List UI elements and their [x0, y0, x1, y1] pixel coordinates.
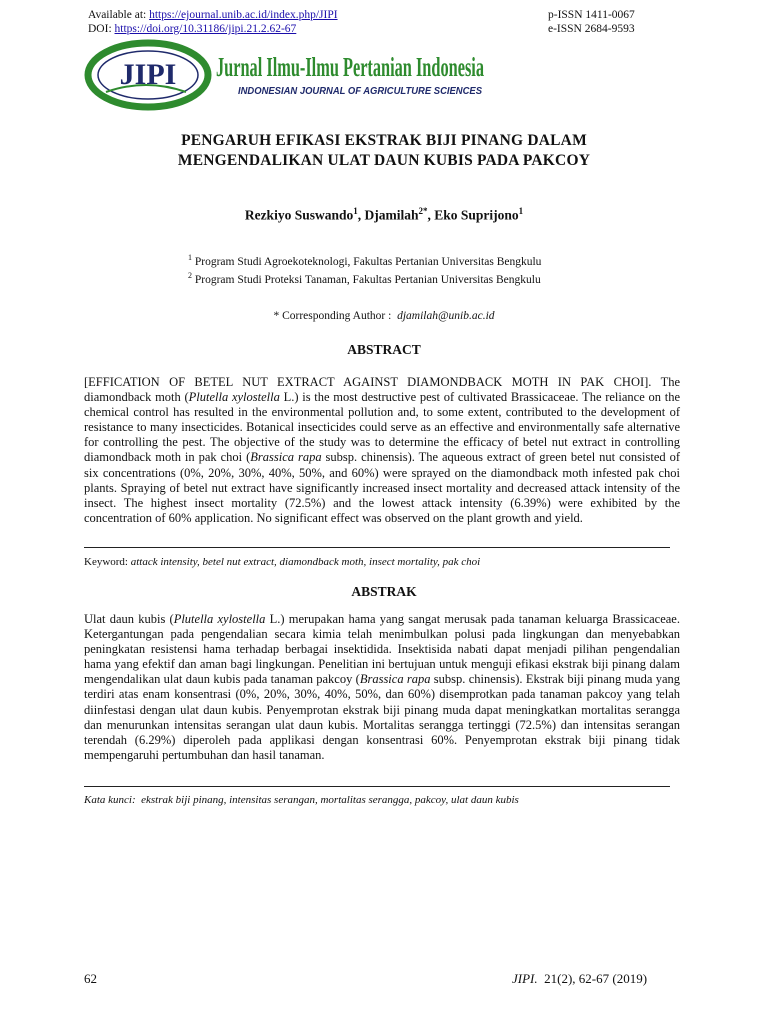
doi-label: DOI: [88, 23, 112, 35]
footer-journal: JIPI. [512, 971, 538, 986]
author-1-sup: 1 [353, 206, 358, 216]
abstract-body [84, 375, 680, 526]
abstract-text-3: subsp. chinensis). The aqueous extract of green betel nut consisted of six concentrations (0%, 20%, 30%, 40%, 50%, and 60%) were sprayed on the diamondback moth infested pak choi plants. Spraying of betel nut extract have significantly increased insect mortality and decreased attack intensity of the insect. The highest insect mortality (72.5%) and the lowest attack intensity (6.39%) were exhibited by the concentration of 60% application. No significant effect was observed on the plant growth and yield. [84, 450, 680, 525]
author-3: Eko Suprijono [434, 207, 519, 223]
affiliations [188, 251, 688, 287]
abstrak-species-1: Plutella xylostella [173, 612, 266, 626]
abstract-heading: ABSTRACT [347, 342, 421, 357]
page-number: 62 [84, 971, 97, 986]
corresponding-author [60, 310, 708, 322]
header-left [88, 8, 338, 36]
abstract-text-1: [EFFICATION OF BETEL NUT EXTRACT AGAINST DIAMONDBACK MOTH IN PAK CHOI]. The diamondback moth ( [84, 375, 680, 405]
title-line-1: PENGARUH EFIKASI EKSTRAK BIJI PINANG DALAM [181, 132, 587, 149]
abstrak-body [84, 612, 680, 763]
abstrak-keywords [84, 794, 684, 806]
logo-abbrev: JIPI [119, 58, 177, 91]
journal-logo [86, 40, 496, 110]
affil-2-sup: 2 [188, 270, 192, 280]
eissn: e-ISSN 2684-9593 [548, 23, 635, 35]
keyword-list: attack intensity, betel nut extract, diamondback moth, insect mortality, pak choi [130, 556, 481, 568]
header-right [548, 8, 635, 36]
abstrak-heading: ABSTRAK [351, 584, 417, 599]
footer-citation [512, 971, 647, 987]
keyword-label: Keyword: [84, 556, 128, 568]
abstrak-text-2: L.) merupakan hama yang sangat merusak pada tanaman keluarga Brassicaceae. Ketergantungan pada pengendalian secara kimia telah menimbulkan polusi pada lingkungan dan menyebabkan peningkatan resistensi hama terhadap berbagai insektidida. Insektisida nabati dapat menjadi pilihan pengendalian hama yang efektif dan aman bagi lingkungan. Penelitian ini bertujuan untuk menguji efikasi ekstrak biji pinang dalam mengendalikan ulat daun kubis pada tanaman pakcoy ( [84, 612, 680, 687]
author-list: Rezkiyo Suswando$^1$, Djamilah$^{2*}$, Eko Suprijono$^1$ [244, 206, 524, 223]
doi-link[interactable]: https://doi.org/10.31186/jipi.21.2.62-67 [114, 23, 297, 35]
jipi-logo-icon [86, 40, 496, 110]
author-3-sup: 1 [518, 206, 524, 216]
logo-subtitle: INDONESIAN JOURNAL OF AGRICULTURE SCIENCES [238, 86, 483, 97]
abstrak-text-3: subsp. chinensis). Ekstrak biji pinang muda yang terdiri atas enam konsentrasi (0%, 20%, 30%, 40%, 50%, dan 60%) disemprotkan pada tanaman pakcoy yang telah diinfestasi dengan ulat daun kubis. Penyemprotan ekstrak biji pinang muda dapat meningkatkan mortalitas serangga dan menurunkan intensitas serangan ulat daun kubis. Mortalitas serangga tertinggi (72.5%) dan intensitas serangan terendah (6.29%) diperoleh pada applikasi dengan konsentrasi 60%. Penyemprotan ekstrak biji pinang tidak mempengaruhi pertumbuhan dan hasil tanaman. [84, 672, 680, 762]
abstrak-species-2: Brassica rapa [359, 672, 431, 687]
affil-1-sup: 1 [188, 253, 192, 262]
abstract-keywords [84, 556, 684, 568]
abstract-divider [84, 547, 670, 548]
abstract-species-1: Plutella xylostella [188, 390, 280, 405]
available-label: Available at: [88, 9, 147, 21]
kata-kunci-list: ekstrak biji pinang, intensitas serangan, mortalitas serangga, pakcoy, ulat daun kubis [141, 794, 519, 806]
abstrak-divider [84, 786, 670, 787]
corresponding-label: * Corresponding Author : [273, 310, 392, 322]
journal-url-link[interactable]: https://ejournal.unib.ac.id/index.php/JIPI [149, 9, 338, 21]
abstrak-text-1: Ulat daun kubis ( [84, 612, 174, 626]
affiliation-1: Program Studi Agroekoteknologi, Fakultas Pertanian Universitas Bengkulu [194, 255, 542, 268]
abstract-text-2: L.) is the most destructive pest of cultivated Brassicaceae. The reliance on the chemical control has resulted in the environmental pollution and, to some extent, contributed to the development of resistance to many insecticides. Botanical insecticides could serve as an effective and environmentally safe alternative for controlling the pest. The objective of the study was to determine the efficacy of betel nut extract in controlling diamondback moth in pak choi ( [84, 390, 680, 465]
article-title [60, 131, 708, 171]
author-2-sup: 2* [418, 206, 428, 216]
title-line-2: MENGENDALIKAN ULAT DAUN KUBIS PADA PAKCOY [177, 152, 591, 169]
author-1: Rezkiyo Suswando [244, 207, 354, 223]
corresponding-email[interactable]: djamilah@unib.ac.id [397, 310, 495, 322]
logo-journal-name: Jurnal Ilmu-Ilmu Pertanian Indonesia [216, 52, 485, 82]
affiliation-2: Program Studi Proteksi Tanaman, Fakultas Pertanian Universitas Bengkulu [194, 273, 541, 286]
kata-kunci-label: Kata kunci: [84, 794, 136, 806]
author-2: Djamilah [364, 207, 419, 223]
pissn: p-ISSN 1411-0067 [548, 9, 635, 21]
footer-volume: 21(2), 62-67 (2019) [544, 971, 648, 986]
abstract-species-2: Brassica rapa [250, 450, 322, 465]
